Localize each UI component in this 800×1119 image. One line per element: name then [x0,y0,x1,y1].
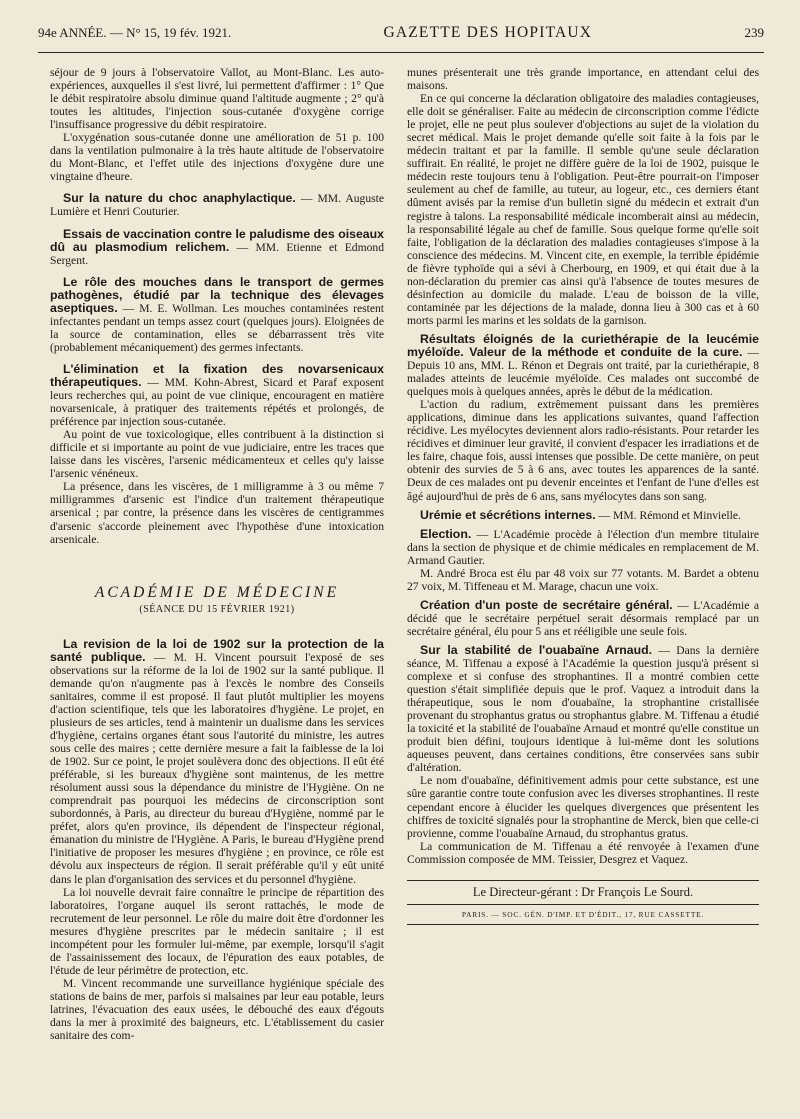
article-title: Election. [420,526,472,541]
paragraph: La communication de M. Tiffenau a été renvoyée à l'examen d'une Commission composée de MM. Teissier, Desgrez et Vaquez. [407,839,759,866]
article-title: Résultats éloignés de la curiethérapie de la leucémie myéloïde. Valeur de la méthode et conduite de la cure. [407,331,759,359]
article-item [50,276,384,354]
article-item [407,644,759,774]
paragraph: L'oxygénation sous-cutanée donne une amélioration de 51 p. 100 dans la ventilation pulmonaire à la très haute altitude de l'observatoire du Mont-Blanc, et l'effet utile des injections d'oxygène dure une vingtaine d'heure. [50,131,384,184]
left-column [50,66,384,1042]
article-item [407,509,759,522]
article-body: — MM. Kohn-Abrest, Sicard et Paraf exposent leurs recherches qui, au point de vue clinique, encouragent en matière novarsenicale, à pratiquer des traitements répétés et prolongés, de préférence par injection sous-cutanée. [50,375,384,429]
paragraph: M. André Broca est élu par 48 voix sur 77 votants. M. Bardet a obtenu 27 voix, M. Tiffeneau et M. Marage, chacun une voix. [407,566,759,593]
article-title: Création d'un poste de secrétaire général. [420,597,673,612]
paragraph: séjour de 9 jours à l'observatoire Vallot, au Mont-Blanc. Les auto-expériences, auxquelles il s'est livré, lui permettent d'affirmer : 1° Que le débit respiratoire absolu diminue quand l'altitude augmente ; 2° qu'à toutes les altitudes, l'injection sous-cutanée d'oxygène corrige l'insuffisance progressive du débit respiratoire. [50,66,384,132]
article-title: Le rôle des mouches dans le transport de germes pathogènes, étudié par la technique des élevages aseptiques. [50,274,384,315]
article-body: — M. H. Vincent poursuit l'exposé de ses observations sur la réforme de la loi de 1902 sur la santé publique. Il demande qu'on n'augmente pas à l'excès le nombre des Conseils sanitaires, comme il est proposé. Il faut plutôt multiplier les moyens d'action scientifique, tels que les laboratoires d'hygiène. Le projet, en plusieurs de ses articles, tend à maintenir un dualisme dans les services d'hygiène, certains organes étant sous l'autorité du ministre, les autres sous celle des maires ; cette dernière mesure a fait la faiblesse de la loi de 1902. Sur ce point, le projet soulèvera donc des objections. Il eût été préférable, si les bureaux d'hygiène sont maintenus, de les mettre résolument aussi sous la dépendance du ministre de l'Hygiène. On ne comprendrait pas pourquoi les médecins de circonscription sont subordonnés, à Paris, au directeur du bureau d'Hygiène, nommé par le préfet, alors qu'en province, ils dépendent de l'inspecteur régional, émanation du ministre de l'Hygiène. A Paris, le bureau d'Hygiène prend l'initiative de proposer les mesures d'hygiène ; en province, ce rôle est dévolu aux inspecteurs de région. Il serait préférable qu'il y eût unité dans le plan d'organisation des services et du personnel d'hygiène. [50,650,384,886]
paragraph: En ce qui concerne la déclaration obligatoire des maladies contagieuses, elle doit se généraliser. Faite au médecin de circonscription comme l'édicte le projet, elle ne peut plus soulever d'objections au sujet de la violation du secret médical. Mais le projet demande qu'elle soit faite à la fois par le médecin traitant et par la famille. Il semble qu'une seule déclaration suffirait. En réalité, le projet ne diffère guère de la loi de 1902, puisque le médecin reste toujours tenu à l'obligation. Peut-être pourrait-on l'imposer seulement au chef de famille, au tuteur, au logeur, etc., ces derniers étant dûment avisés par la remise d'un bulletin signé du médecin et extrait d'un registre à talons. La responsabilité médicale incomberait ainsi au médecin, la responsabilité légale au chef de famille. Sous quelque forme qu'elle soit faite, l'obligation de la déclaration des maladies contagieuses s'impose à la conscience des médecins. M. Vincent cite, en exemple, la terrible épidémie de fièvre typhoïde qui a sévi à Cherbourg, en 1909, et qui était due à la non-déclaration du premier cas ainsi qu'à l'absence de toutes mesures de désinfection au domicile du malade. L'eau de boisson de la ville, contaminée par les déjections de la malade, donna lieu à 300 cas et à 60 morts parmi les marins et les soldats de la garnison. [407,92,759,327]
paragraph: Le nom d'ouabaïne, définitivement admis pour cette substance, est une sûre garantie contre toute confusion avec les diverses strophantines. Il reste cependant encore à élucider les quelques divergences que présentent les chiffres de toxicité signalés pour la strophantine de Merck, bien que celle-ci provienne, comme l'ouabaïne Arnaud, du strophantus gratus. [407,774,759,840]
paragraph: L'action du radium, extrêmement puissant dans les premières applications, diminue dans les applications suivantes, quand l'affection récidive. Les myélocytes deviennent alors radio-résistants. Pour retarder les récidives et diminuer leur gravité, il convient d'espacer les irradiations et de les faire, chaque fois, aussi intenses que possible. De cette manière, on peut obtenir des survies de 5 à 6 ans, avec toutes les apparences de la santé. Deux de ces malades ont pu devenir enceintes et l'enfant de l'une d'elles est âgé aujourd'hui de près de 6 ans, sans myélocytes dans son sang. [407,398,759,503]
article-body: — Depuis 10 ans, MM. L. Rénon et Degrais ont traité, par la curiethérapie, 8 malades atteints de leucémie myéloïde. Ces malades ont succombé de quelques mois à quelques années, après le début de la médication. [407,345,759,399]
paragraph: Au point de vue toxicologique, elles contribuent à la distinction si difficile et si importante au point de vue judiciaire, entre les traces que laisse dans les viscères, l'arsenic médicamenteux et celles qu'y laisse l'arsenic vénéneux. [50,428,384,481]
header-rule [38,52,764,53]
article-authors: — MM. Auguste Lumière et Henri Couturier. [50,192,385,219]
article-title: La revision de la loi de 1902 sur la protection de la santé publique. [50,636,384,664]
article-item [50,192,384,218]
article-authors: — MM. Etienne et Edmond Sergent. [50,240,384,267]
article-body: — L'Académie procède à l'élection d'un membre titulaire dans la section de physique et de chimie médicales en remplacement de M. Armand Gautier. [407,527,759,567]
article-title: Essais de vaccination contre le paludisme des oiseaux dû au plasmodium relichem. [50,226,384,254]
article-body: — L'Académie a décidé que le secrétaire perpétuel serait désormais remplacé par un secrétaire général, élu pour 5 ans et rééligible une seule fois. [407,598,759,638]
paragraph: M. Vincent recommande une surveillance hygiénique spéciale des stations de bains de mer, parfois si malsaines par leur eau potable, leurs latrines, l'évacuation des eaux usées, le débouché des eaux d'égouts dans la mer à proximité des baigneurs, etc. L'établissement du casier sanitaire des com- [50,976,384,1043]
article-item [407,528,759,567]
article-body: — Dans la dernière séance, M. Tiffenau a exposé à l'Académie la question jusqu'à présent si complexe et si confuse des strophantines. Il a montré combien cette question s'était simplifiée depuis que le prof. Vaquez a introduit dans la thérapeutique, sous le nom d'ouabaïne, la strophantine cristallisée provenant du strophantus gratus ou strophantus glabre. M. Tiffenau a étudié la toxicité et la stabilité de l'ouabaïne Arnaud et montré qu'elle constitue un produit bien défini, toujours identique à lui-même dont les solutions aqueuses peuvent, dans certaines conditions, être conservées sans subir d'altération. [407,643,759,775]
article-title: Sur la nature du choc anaphylactique. [63,191,296,206]
director-signature: Le Directeur-gérant : Dr François Le Sourd. [407,880,759,905]
right-column [407,66,759,925]
issue-info: 94e ANNÉE. — N° 15, 19 fév. 1921. [38,25,232,40]
session-date: (SÉANCE DU 15 FÉVRIER 1921) [139,603,295,615]
article-item [50,363,384,428]
article-body: — M. E. Wollman. Les mouches contaminées restent infectantes pendant un temps assez court (quelques jours). Eloignées de la source de contamination, elles se débarrassent très vite (probablement mécaniquement) des germes infectants. [50,301,384,354]
article-item [50,638,384,886]
section-heading: ACADÉMIE DE MÉDECINE [94,583,340,601]
article-item [407,333,759,398]
page-number: 239 [744,25,764,40]
journal-title: GAZETTE DES HOPITAUX [383,24,593,41]
article-title: Urémie et sécrétions internes. [420,507,596,522]
page-header [38,24,764,50]
article-title: L'élimination et la fixation des novarsenicaux thérapeutiques. [50,361,384,389]
paragraph: La loi nouvelle devrait faire connaître le principe de répartition des laboratoires, l'organe auquel ils seront rattachés, le mode de recrutement de leur personnel. Le rôle du maire doit être d'ordonner les mesures d'hygiène prescrites par le médecin sanitaire ; il est incompétent pour les formuler lui-même, par exemple, lorsqu'il s'agit de l'assainissement des locaux, de l'épuration des eaux potables, de l'étude de leur périmètre de protection, etc. [50,885,384,977]
article-authors: — MM. Rémond et Minvielle. [595,508,741,522]
article-title: Sur la stabilité de l'ouabaïne Arnaud. [420,642,653,657]
article-item [407,599,759,638]
article-item [50,228,384,267]
paragraph: La présence, dans les viscères, de 1 milligramme à 3 ou même 7 milligrammes d'arsenic est l'indice d'un traitement thérapeutique arsenical ; par contre, la présence dans les viscères de centigrammes d'arsenic s'accorde pleinement avec l'hypothèse d'une intoxication arsenicale. [50,480,384,546]
printer-imprint: PARIS. — SOC. GÉN. D'IMP. ET D'ÉDIT., 17, RUE CASSETTE. [407,908,759,925]
paragraph: munes présenterait une très grande importance, en attendant celui des maisons. [407,66,759,93]
